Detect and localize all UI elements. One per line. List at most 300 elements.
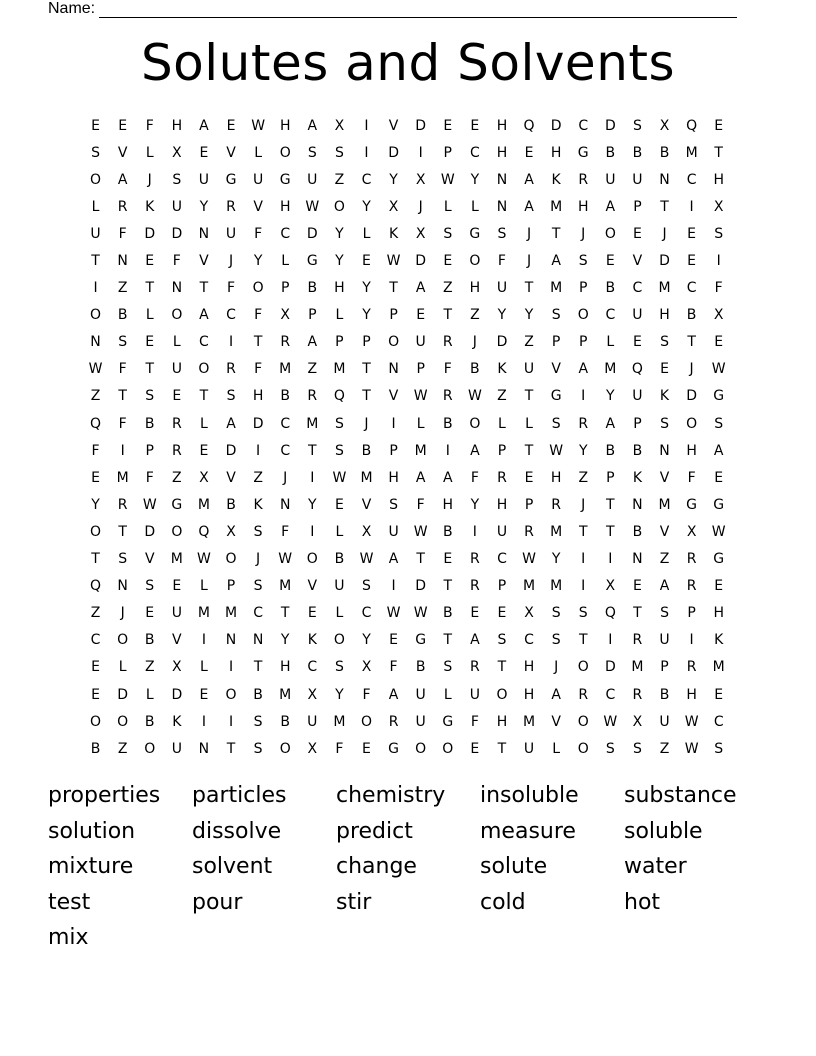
grid-letter[interactable]: U (632, 388, 643, 405)
grid-letter[interactable]: B (280, 713, 290, 730)
grid-letter[interactable]: K (551, 171, 561, 188)
grid-letter[interactable]: V (307, 578, 318, 595)
grid-letter[interactable]: F (145, 117, 154, 134)
grid-letter[interactable]: E (443, 253, 453, 270)
grid-letter[interactable]: M (550, 198, 563, 215)
grid-letter[interactable]: S (145, 578, 155, 595)
grid-letter[interactable]: D (659, 253, 670, 270)
grid-letter[interactable]: A (388, 551, 399, 568)
grid-letter[interactable]: H (279, 659, 291, 676)
grid-letter[interactable]: G (225, 171, 237, 188)
grid-letter[interactable]: S (334, 442, 344, 459)
grid-letter[interactable]: C (307, 659, 318, 676)
grid-letter[interactable]: E (660, 361, 669, 378)
grid-letter[interactable]: D (117, 686, 129, 703)
grid-letter[interactable]: T (497, 659, 507, 676)
grid-letter[interactable]: A (578, 361, 589, 378)
grid-letter[interactable]: X (686, 523, 697, 540)
grid-letter[interactable]: I (391, 415, 396, 432)
grid-letter[interactable]: A (713, 442, 724, 459)
grid-letter[interactable]: H (713, 171, 724, 188)
grid-letter[interactable]: U (469, 686, 480, 703)
grid-letter[interactable]: V (117, 144, 128, 161)
grid-letter[interactable]: P (497, 442, 507, 459)
grid-letter[interactable]: R (226, 361, 236, 378)
grid-letter[interactable]: Z (659, 740, 670, 757)
grid-letter[interactable]: Q (198, 523, 210, 540)
grid-letter[interactable]: X (632, 713, 643, 730)
grid-letter[interactable]: T (118, 388, 127, 405)
grid-letter[interactable]: O (604, 225, 616, 242)
grid-letter[interactable]: O (686, 415, 698, 432)
grid-letter[interactable]: H (252, 388, 264, 405)
grid-letter[interactable]: C (713, 713, 724, 730)
grid-letter[interactable]: X (659, 117, 670, 134)
grid-letter[interactable]: W (413, 523, 428, 540)
grid-letter[interactable]: C (199, 334, 209, 351)
grid-letter[interactable]: C (632, 280, 643, 297)
grid-letter[interactable]: W (142, 496, 157, 513)
grid-letter[interactable]: Y (335, 253, 344, 270)
grid-letter[interactable]: A (551, 253, 561, 270)
grid-letter[interactable]: E (199, 686, 209, 703)
grid-letter[interactable]: P (551, 334, 561, 351)
grid-letter[interactable]: N (659, 171, 670, 188)
grid-letter[interactable]: V (551, 713, 561, 730)
grid-letter[interactable]: P (633, 415, 642, 432)
grid-letter[interactable]: T (199, 280, 209, 297)
grid-letter[interactable]: I (472, 523, 477, 540)
grid-letter[interactable]: I (201, 713, 206, 730)
grid-letter[interactable]: H (496, 144, 508, 161)
grid-letter[interactable]: E (172, 388, 182, 405)
grid-letter[interactable]: T (497, 740, 507, 757)
grid-letter[interactable]: C (686, 280, 697, 297)
grid-letter[interactable]: A (415, 469, 426, 486)
grid-letter[interactable]: H (388, 469, 399, 486)
grid-letter[interactable]: B (144, 713, 155, 730)
grid-letter[interactable]: H (577, 198, 589, 215)
grid-letter[interactable]: A (307, 117, 318, 134)
grid-letter[interactable]: H (279, 117, 291, 134)
grid-letter[interactable]: D (604, 117, 616, 134)
grid-letter[interactable]: O (577, 307, 589, 324)
grid-letter[interactable]: N (198, 740, 210, 757)
grid-letter[interactable]: E (362, 253, 371, 270)
grid-letter[interactable]: J (364, 415, 369, 432)
grid-letter[interactable]: X (226, 523, 236, 540)
grid-letter[interactable]: L (498, 415, 506, 432)
grid-letter[interactable]: T (443, 578, 453, 595)
grid-letter[interactable]: Y (280, 632, 290, 649)
grid-letter[interactable]: F (118, 225, 127, 242)
grid-letter[interactable]: E (199, 442, 209, 459)
grid-letter[interactable]: W (684, 713, 699, 730)
grid-letter[interactable]: P (660, 659, 669, 676)
grid-letter[interactable]: B (686, 307, 697, 324)
grid-letter[interactable]: T (687, 334, 696, 351)
grid-letter[interactable]: U (252, 171, 264, 188)
grid-letter[interactable]: L (172, 334, 181, 351)
grid-letter[interactable]: M (712, 659, 725, 676)
grid-letter[interactable]: T (362, 388, 371, 405)
grid-letter[interactable]: H (686, 442, 697, 459)
grid-letter[interactable]: B (117, 307, 128, 324)
grid-letter[interactable]: L (335, 307, 344, 324)
grid-letter[interactable]: I (120, 442, 125, 459)
grid-letter[interactable]: S (578, 605, 588, 622)
grid-letter[interactable]: N (659, 442, 670, 459)
grid-letter[interactable]: K (253, 496, 263, 513)
grid-letter[interactable]: T (91, 551, 100, 568)
grid-letter[interactable]: I (310, 523, 315, 540)
grid-letter[interactable]: G (171, 496, 183, 513)
grid-letter[interactable]: R (117, 496, 128, 513)
grid-letter[interactable]: B (253, 686, 263, 703)
grid-letter[interactable]: A (524, 171, 534, 188)
grid-letter[interactable]: I (581, 388, 586, 405)
grid-letter[interactable]: F (172, 253, 181, 270)
grid-letter[interactable]: C (605, 307, 616, 324)
grid-letter[interactable]: X (388, 198, 399, 215)
grid-letter[interactable]: F (254, 225, 263, 242)
grid-letter[interactable]: E (470, 117, 480, 134)
grid-letter[interactable]: W (711, 523, 726, 540)
grid-letter[interactable]: I (256, 442, 261, 459)
grid-letter[interactable]: U (171, 740, 182, 757)
grid-letter[interactable]: G (442, 713, 454, 730)
grid-letter[interactable]: C (497, 551, 507, 568)
grid-letter[interactable]: T (551, 225, 561, 242)
grid-letter[interactable]: N (198, 225, 210, 242)
grid-letter[interactable]: U (605, 171, 616, 188)
grid-letter[interactable]: B (632, 144, 643, 161)
grid-letter[interactable]: Y (335, 225, 344, 242)
grid-letter[interactable]: K (497, 361, 507, 378)
grid-letter[interactable]: L (200, 659, 208, 676)
grid-letter[interactable]: R (388, 713, 399, 730)
grid-letter[interactable]: M (333, 713, 346, 730)
grid-letter[interactable]: T (145, 280, 155, 297)
grid-letter[interactable]: I (310, 469, 315, 486)
grid-letter[interactable]: H (442, 496, 454, 513)
grid-letter[interactable]: X (605, 578, 616, 595)
grid-letter[interactable]: S (334, 144, 344, 161)
grid-letter[interactable]: E (714, 686, 724, 703)
grid-letter[interactable]: F (416, 496, 425, 513)
grid-letter[interactable]: T (443, 307, 453, 324)
grid-letter[interactable]: S (551, 605, 561, 622)
grid-letter[interactable]: H (496, 117, 508, 134)
grid-letter[interactable]: B (334, 551, 345, 568)
grid-letter[interactable]: Z (470, 307, 480, 324)
grid-letter[interactable]: E (145, 253, 155, 270)
grid-letter[interactable]: T (389, 280, 398, 297)
grid-letter[interactable]: U (659, 632, 670, 649)
grid-letter[interactable]: U (307, 171, 318, 188)
grid-letter[interactable]: A (605, 198, 616, 215)
grid-letter[interactable]: T (660, 198, 669, 215)
grid-letter[interactable]: R (578, 415, 589, 432)
grid-letter[interactable]: R (551, 496, 561, 513)
grid-letter[interactable]: P (389, 307, 398, 324)
grid-letter[interactable]: T (578, 632, 588, 649)
grid-letter[interactable]: B (632, 442, 643, 459)
grid-letter[interactable]: O (496, 686, 508, 703)
grid-letter[interactable]: L (416, 415, 425, 432)
grid-letter[interactable]: O (252, 280, 264, 297)
grid-letter[interactable]: J (283, 469, 288, 486)
grid-letter[interactable]: D (496, 334, 508, 351)
grid-letter[interactable]: V (199, 253, 209, 270)
grid-letter[interactable]: U (415, 686, 426, 703)
grid-letter[interactable]: W (440, 171, 455, 188)
grid-letter[interactable]: E (632, 225, 642, 242)
grid-letter[interactable]: I (445, 442, 450, 459)
grid-letter[interactable]: T (118, 523, 127, 540)
grid-letter[interactable]: N (388, 361, 399, 378)
grid-letter[interactable]: N (279, 496, 291, 513)
grid-letter[interactable]: M (197, 496, 210, 513)
grid-letter[interactable]: B (226, 496, 236, 513)
grid-letter[interactable]: K (632, 469, 643, 486)
grid-letter[interactable]: F (254, 307, 263, 324)
grid-letter[interactable]: Y (308, 496, 317, 513)
grid-letter[interactable]: T (91, 253, 100, 270)
grid-letter[interactable]: A (117, 171, 128, 188)
grid-letter[interactable]: V (551, 361, 561, 378)
grid-letter[interactable]: X (199, 469, 209, 486)
grid-letter[interactable]: G (713, 551, 725, 568)
grid-letter[interactable]: I (689, 632, 694, 649)
grid-letter[interactable]: M (604, 361, 617, 378)
grid-letter[interactable]: E (91, 686, 100, 703)
grid-letter[interactable]: W (413, 388, 428, 405)
grid-letter[interactable]: M (658, 280, 671, 297)
grid-letter[interactable]: L (91, 198, 100, 215)
grid-letter[interactable]: E (443, 117, 453, 134)
grid-letter[interactable]: E (524, 144, 534, 161)
grid-letter[interactable]: Y (362, 198, 371, 215)
grid-letter[interactable]: R (226, 198, 236, 215)
grid-letter[interactable]: B (144, 632, 155, 649)
grid-letter[interactable]: S (632, 740, 642, 757)
grid-letter[interactable]: W (603, 713, 618, 730)
grid-letter[interactable]: S (253, 578, 263, 595)
grid-letter[interactable]: G (388, 740, 399, 757)
grid-letter[interactable]: U (334, 578, 345, 595)
grid-letter[interactable]: U (632, 307, 643, 324)
grid-letter[interactable]: K (172, 713, 182, 730)
grid-letter[interactable]: J (526, 225, 532, 242)
grid-letter[interactable]: E (91, 659, 100, 676)
grid-letter[interactable]: H (686, 686, 697, 703)
grid-letter[interactable]: N (117, 253, 128, 270)
grid-letter[interactable]: B (415, 659, 426, 676)
grid-letter[interactable]: C (90, 632, 101, 649)
grid-letter[interactable]: B (144, 415, 155, 432)
grid-letter[interactable]: D (415, 253, 427, 270)
grid-letter[interactable]: U (523, 361, 535, 378)
grid-letter[interactable]: U (171, 361, 182, 378)
grid-letter[interactable]: H (279, 198, 291, 215)
grid-letter[interactable]: D (144, 225, 156, 242)
grid-letter[interactable]: T (253, 659, 263, 676)
grid-letter[interactable]: M (414, 442, 427, 459)
grid-letter[interactable]: C (361, 171, 372, 188)
grid-letter[interactable]: Z (497, 388, 507, 405)
grid-letter[interactable]: S (443, 659, 453, 676)
grid-letter[interactable]: U (171, 198, 182, 215)
grid-letter[interactable]: V (632, 253, 643, 270)
grid-letter[interactable]: C (226, 307, 236, 324)
grid-letter[interactable]: U (659, 713, 670, 730)
grid-letter[interactable]: O (90, 713, 102, 730)
grid-letter[interactable]: I (608, 551, 613, 568)
grid-letter[interactable]: Q (90, 578, 102, 595)
grid-letter[interactable]: H (713, 605, 724, 622)
grid-letter[interactable]: M (224, 605, 238, 622)
grid-letter[interactable]: E (362, 740, 371, 757)
grid-letter[interactable]: J (418, 198, 423, 215)
grid-letter[interactable]: Y (389, 171, 398, 188)
grid-letter[interactable]: S (91, 144, 100, 161)
grid-letter[interactable]: B (442, 415, 453, 432)
grid-letter[interactable]: S (714, 415, 724, 432)
grid-letter[interactable]: O (171, 523, 183, 540)
name-blank-line[interactable] (99, 3, 737, 18)
grid-letter[interactable]: J (120, 605, 125, 622)
grid-letter[interactable]: U (171, 605, 182, 622)
grid-letter[interactable]: J (581, 496, 586, 513)
grid-letter[interactable]: L (335, 605, 344, 622)
grid-letter[interactable]: Y (199, 198, 209, 215)
grid-letter[interactable]: R (578, 686, 589, 703)
grid-letter[interactable]: J (472, 334, 477, 351)
grid-letter[interactable]: J (228, 253, 234, 270)
grid-letter[interactable]: N (632, 551, 643, 568)
grid-letter[interactable]: K (307, 632, 317, 649)
grid-letter[interactable]: Z (442, 280, 453, 297)
grid-letter[interactable]: G (577, 144, 589, 161)
grid-letter[interactable]: F (470, 469, 479, 486)
grid-letter[interactable]: W (278, 551, 293, 568)
grid-letter[interactable]: O (225, 686, 237, 703)
grid-letter[interactable]: E (497, 605, 507, 622)
grid-letter[interactable]: S (660, 415, 669, 432)
grid-letter[interactable]: O (90, 523, 102, 540)
grid-letter[interactable]: Y (578, 442, 588, 459)
grid-letter[interactable]: X (713, 307, 724, 324)
grid-letter[interactable]: L (200, 415, 208, 432)
grid-letter[interactable]: P (308, 307, 317, 324)
grid-letter[interactable]: R (469, 659, 480, 676)
grid-letter[interactable]: D (388, 144, 399, 161)
grid-letter[interactable]: I (201, 632, 206, 649)
grid-letter[interactable]: L (254, 144, 263, 161)
grid-letter[interactable]: A (470, 632, 480, 649)
grid-letter[interactable]: F (254, 361, 263, 378)
grid-letter[interactable]: O (388, 334, 400, 351)
grid-letter[interactable]: E (91, 117, 100, 134)
grid-letter[interactable]: G (469, 225, 481, 242)
grid-letter[interactable]: R (469, 578, 480, 595)
grid-letter[interactable]: L (145, 144, 154, 161)
grid-letter[interactable]: U (415, 713, 426, 730)
grid-letter[interactable]: R (497, 469, 507, 486)
grid-letter[interactable]: Y (362, 280, 371, 297)
grid-letter[interactable]: G (713, 388, 725, 405)
grid-letter[interactable]: D (415, 578, 427, 595)
grid-letter[interactable]: Y (524, 307, 534, 324)
grid-letter[interactable]: E (226, 117, 236, 134)
grid-letter[interactable]: W (413, 605, 428, 622)
grid-letter[interactable]: J (147, 171, 152, 188)
grid-letter[interactable]: I (228, 334, 234, 351)
grid-letter[interactable]: G (415, 632, 427, 649)
grid-letter[interactable]: J (256, 551, 261, 568)
grid-letter[interactable]: Y (606, 388, 615, 405)
grid-letter[interactable]: V (659, 469, 670, 486)
grid-letter[interactable]: Q (333, 388, 345, 405)
grid-letter[interactable]: A (226, 415, 236, 432)
grid-letter[interactable]: R (117, 198, 128, 215)
grid-letter[interactable]: O (442, 740, 454, 757)
grid-letter[interactable]: O (198, 361, 210, 378)
grid-letter[interactable]: F (687, 469, 696, 486)
grid-letter[interactable]: T (443, 632, 453, 649)
grid-letter[interactable]: P (362, 334, 371, 351)
grid-letter[interactable]: S (334, 659, 344, 676)
grid-letter[interactable]: S (660, 334, 669, 351)
grid-letter[interactable]: B (632, 523, 643, 540)
grid-letter[interactable]: R (686, 551, 697, 568)
grid-letter[interactable]: S (443, 225, 453, 242)
grid-letter[interactable]: X (307, 740, 318, 757)
grid-letter[interactable]: F (497, 253, 506, 270)
grid-letter[interactable]: E (118, 117, 128, 134)
grid-letter[interactable]: L (200, 578, 208, 595)
grid-letter[interactable]: Z (90, 605, 101, 622)
grid-letter[interactable]: B (659, 686, 670, 703)
grid-letter[interactable]: U (632, 171, 643, 188)
grid-letter[interactable]: A (470, 442, 480, 459)
grid-letter[interactable]: W (386, 253, 401, 270)
grid-letter[interactable]: T (714, 144, 723, 161)
grid-letter[interactable]: H (523, 686, 535, 703)
grid-letter[interactable]: X (307, 686, 318, 703)
grid-letter[interactable]: F (145, 469, 154, 486)
grid-letter[interactable]: R (686, 659, 697, 676)
grid-letter[interactable]: N (225, 632, 237, 649)
grid-letter[interactable]: G (550, 388, 562, 405)
grid-letter[interactable]: W (359, 551, 374, 568)
grid-letter[interactable]: F (389, 659, 398, 676)
grid-letter[interactable]: S (551, 632, 561, 649)
grid-letter[interactable]: W (467, 388, 482, 405)
grid-letter[interactable]: M (170, 551, 183, 568)
grid-letter[interactable]: T (362, 361, 371, 378)
grid-letter[interactable]: O (117, 713, 129, 730)
grid-letter[interactable]: W (522, 551, 536, 568)
grid-letter[interactable]: P (280, 280, 290, 297)
grid-letter[interactable]: Q (523, 117, 535, 134)
grid-letter[interactable]: T (578, 523, 588, 540)
grid-letter[interactable]: G (306, 253, 318, 270)
grid-letter[interactable]: Z (172, 469, 182, 486)
grid-letter[interactable]: R (442, 388, 453, 405)
grid-letter[interactable]: M (306, 415, 319, 432)
